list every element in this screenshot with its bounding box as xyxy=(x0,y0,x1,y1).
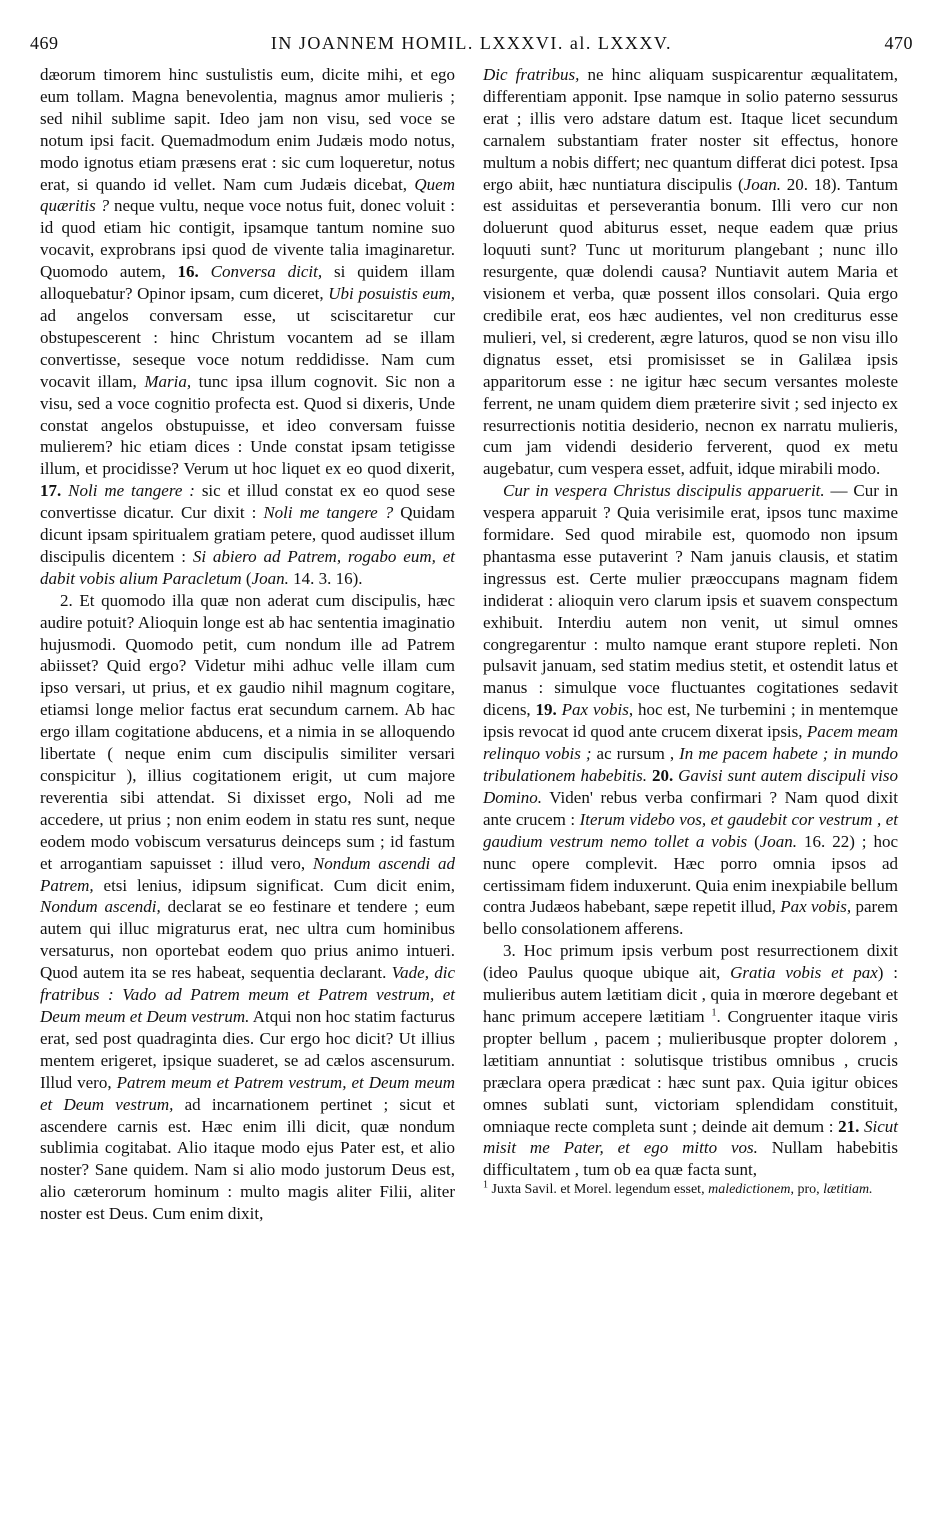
text-run: Noli me tangere ? xyxy=(263,503,394,523)
running-title: IN JOANNEM HOMIL. LXXXVI. al. LXXXV. xyxy=(270,33,673,53)
text-run: declarat se eo festinare et tendere ; eum autem qui illuc migraturus erat, nec ultra cum hominibus versaturus, non oportebat eodem quo prius animo intueri. Quod autem ita se res habeat, sequentia declarant. xyxy=(40,897,456,983)
text-run: lætitiam. xyxy=(823,1182,873,1198)
text-run: dæorum timorem hinc sustulistis eum, dicite mihi, et ego eum tollam. Magna benevolentia, magnus amor mulieris ; sed nihil sublime sapit. Ideo jam non visu, sed voce se notum ipsi facit. Quemadmodum enim Judæis modo notus, modo ignotus etiam præsens erat : sic cum loqueretur, notus erat, si quando id vellet. Nam cum Judæis dicebat, xyxy=(40,65,455,194)
text-run: Vade, dic fratribus : Vado ad Patrem meum et Patrem vestrum, et Deum meum et Deum vestrum. xyxy=(40,963,455,1026)
text-run: Gratia vobis et pax xyxy=(730,963,878,983)
text-run: . Congruenter itaque viris propter bellum , pacem ; mulieribusque propter dolorem , lætitiam annuntiat : solutisque tristibus omnibus , crucis præclara opera prædicat : hæc sunt pax. Quia igitur obices omnes sublati sunt, victoriam splendidam constituit, omniaque recte completa sunt ; deinde ait demum : xyxy=(483,1006,898,1136)
text-run: 16. xyxy=(177,262,199,282)
text-run: Joan. xyxy=(251,568,289,588)
text-run: 17. xyxy=(40,481,62,501)
text-run: Si abiero ad Patrem, rogabo eum, et dabit vobis alium Paracletum xyxy=(40,546,455,588)
text-run: Nullam habebitis difficultatem , tum ob ea quæ facta sunt, xyxy=(483,1138,898,1180)
text-run: Pax vobis xyxy=(561,700,629,720)
text-run: Ubi posuistis eum, xyxy=(328,284,455,304)
text-run: Gavisi sunt autem discipuli viso Domino. xyxy=(483,766,899,807)
text-run: Quidam dicunt ipsam spiritualem gratiam petere, quod audisset illum discipulis dicentem : xyxy=(40,503,455,566)
text-run xyxy=(199,262,211,281)
footnote xyxy=(483,1181,898,1199)
text-run: ) : mulieribus autem lætitiam dicit , quia in mœrore degebant et hanc primum accepere lætitiam xyxy=(483,963,898,1026)
text-run: sic et illud constat ex eo quod sese convertisse dicatur. Cur dixit : xyxy=(40,481,455,523)
text-run: — Cur in vespera apparuit ? Quia verisimile erat, ipsos tunc maxime formidare. Sed quod mirabile est, quomodo non ipsum phantasma esse putaverint ? Nam januis clausis, et statim ingressus est. Certe mulier præoccupans magnam fidem indiderat : alioquin vero clarum ipsis et suavem conspectum exhibuit. Interdiu autem non venit, ut simul omnes congregarentur : multo namque erant stupore repleti. Non pulsavit januam, sed statim medius stetit, et ostendit latus et manus : simulque voce fluctuantes cogitationes sedavit dicens, xyxy=(483,481,898,720)
text-run: Joan. xyxy=(743,174,781,194)
text-run: ne hinc aliquam suspicarentur æqualitatem, differentiam apponit. Ipse namque in solio paterno sessurus erat ; illis vero adstare datum est. Itaque licet secundum carnalem substantiam frater noster sit effectus, honore multum a nobis differt; nec quantum differat dici potest. Ipsa ergo abiit, hæc nuntiatura discipulis ( xyxy=(483,65,898,194)
text-run: Joan. xyxy=(759,831,798,851)
text-run: ( xyxy=(241,568,252,588)
text-run: Cur in vespera Christus discipulis apparuerit. xyxy=(503,481,825,501)
paragraph xyxy=(40,64,455,590)
text-run: neque vultu, neque voce notus fuit, donec voluit : id quod etiam hic contigit, ipsamque tantum nomine suo vocavit, exprobrans ipsi quod de vivente talia imaginaretur. Quomodo autem, xyxy=(40,196,455,282)
text-run: 19. xyxy=(535,700,557,720)
text-run: Conversa dicit, xyxy=(210,262,323,282)
paragraph xyxy=(483,940,898,1181)
text-run: Dic fratribus, xyxy=(483,65,580,84)
text-run: Nondum ascendi ad Patrem, xyxy=(40,853,455,895)
text-run: 21. xyxy=(838,1116,860,1136)
text-run: 16. 22) ; hoc nunc opere complevit. Hæc porro omnia ipsos ad certissimam fidem induxerunt. Quia enim inexpiabile bellum contra Judæos habebant, sæpe repetit illud, xyxy=(483,831,898,917)
text-run: ad angelos conversam esse, ut sciscitaretur cur obstupescerent : hinc Christum vocantem ad se illam convertisse, seseque voce notum reddidisse. Nam cum vocavit illam, xyxy=(40,305,455,391)
running-header xyxy=(30,33,913,57)
text-run: Nondum ascendi, xyxy=(40,897,161,917)
text-run: In me pacem habete ; in mundo tribulationem habebitis. xyxy=(483,744,898,785)
text-run: etsi lenius, idipsum significat. Cum dicit enim, xyxy=(93,875,455,895)
page-number-left: 469 xyxy=(30,33,59,53)
text-run: Juxta Savil. et Morel. legendum esset, xyxy=(488,1182,709,1198)
text-run: si quidem illam alloquebatur? Opinor ipsam, cum diceret, xyxy=(40,262,455,304)
text-run: Sicut misit me Pater, et ego mitto vos. xyxy=(483,1116,899,1158)
paragraph xyxy=(483,480,898,940)
text-run: Noli me tangere : xyxy=(68,481,195,501)
text-run: ac rursum , xyxy=(591,744,680,764)
text-run: Patrem meum et Patrem vestrum, et Deum meum et Deum vestrum, xyxy=(40,1072,455,1114)
text-run: maledictionem xyxy=(708,1182,791,1198)
text-run: Viden' rebus verba confirmari ? Nam quod dixit ante crucem : xyxy=(483,787,898,829)
right-column xyxy=(483,64,898,1199)
text-run: , pro, xyxy=(790,1182,824,1198)
text-run: Pax vobis, xyxy=(780,897,852,917)
text-run: Atqui non hoc statim facturus erat, sed post quadraginta dies. Cur ergo hoc dicit? Ut illius mentem erigeret, ipsique suaderet, se ad cælos ascensurum. Illud vero, xyxy=(40,1006,456,1092)
text-run: 14. 3. 16). xyxy=(288,568,363,588)
text-run: 3. Hoc primum ipsis verbum post resurrectionem dixit (ideo Paulus quoque ubique ait, xyxy=(483,941,898,983)
text-run: Maria, xyxy=(144,371,192,391)
text-run: Quem quæritis ? xyxy=(40,174,455,216)
text-run: 20. 18). Tantum est assiduitas et perseverantia bonum. Illi vero cur non doluerunt quod abiturus esset, neque eadem quæ prius loquuti sunt? Tunc ut moriturum plangebant ; nunc illo resurgente, quæ dolendi causa? Nuntiavit autem Maria et visionem et verba, quæ possent illos consolari. Quia ergo credibile erat, eos hæc audientes, vel non crediturus esse mulieri, vel, si crederent, ægre laturos, quod se non visu illo dignatus esset, etsi promisisset se in Galilæa ipsis apparitorum esse : ne igitur hæc secum versantes moleste ferrent, ne unam quidem diem præterire sivit ; sed injecto ex resurrectionis notitia desiderio, necnon ex narratu mulieris, cum jam videndi desiderio ferverent, quod ex metu augebatur, cum vespera esset, adfuit, idque mirabili modo. xyxy=(483,174,898,479)
text-run: 2. Et quomodo illa quæ non aderat cum discipulis, hæc audire potuit? Alioquin longe est ab hac sententia imaginatio hujusmodi. Quomodo petit, cum nondum ille ad Patrem abiisset? Quid ergo? Videtur mihi adhuc velle illam cum ipso versari, ut prius, et ex gaudio nihil magnum cogitare, etiamsi longe melior factus erat secundum carnem. Ab hac ergo illam cogitatione abducens, et a nimia in se alloquendo libertate ( neque enim cum discipulis similiter versari conspicitur ), illius cogitationem erigit, ut cum majore reverentia sibi attendat. Si dixisset ergo, Noli ad me accedere, ut prius ; non enim eodem in statu res sunt, neque eodem modo vobiscum versaturus deinceps sum ; id fastum et arrogantiam sapuisset : illud vero, xyxy=(40,590,455,873)
left-column xyxy=(40,64,455,1225)
text-run: parem bello consolationem afferens. xyxy=(483,897,898,939)
page-number-right: 470 xyxy=(884,33,913,53)
paragraph xyxy=(40,590,455,1225)
text-run: 1 xyxy=(483,1179,488,1191)
paragraph xyxy=(483,64,898,480)
text-run: Pacem meam relinquo vobis ; xyxy=(483,722,898,764)
text-run: 1 xyxy=(711,1007,717,1019)
text-run: , hoc est, Ne turbemini ; in mentemque ipsis revocat id quod ante crucem dixerat ipsis, xyxy=(483,700,898,742)
text-run: 20. xyxy=(651,766,674,785)
text-run: ad incarnationem pertinet ; sicut et ascendere carnis est. Hæc enim illi dicit, quæ nondum sublimia cogitabat. Alio itaque modo ejus Pater est, et alio noster? Sane quidem. Nam si alio modo justorum Deus est, alio cæterorum hominum : multo magis aliter Filii, aliter noster est Deus. Cum enim dixit, xyxy=(40,1094,455,1224)
text-run: Iterum videbo vos, et gaudebit cor vestrum , et gaudium vestrum nemo tollet a vobis xyxy=(483,809,898,851)
text-run: ( xyxy=(747,831,760,851)
text-run: tunc ipsa illum cognovit. Sic non a visu, sed a voce cognitio profecta est. Quod si dixeris, Unde constat angelos obstupuisse, et ideo conversam fuisse mulierem? hic etiam dices : Unde constat ipsam tetigisse illum, et procidisse? Verum ut hoc liquet ex eo quod dixerit, xyxy=(40,371,455,479)
